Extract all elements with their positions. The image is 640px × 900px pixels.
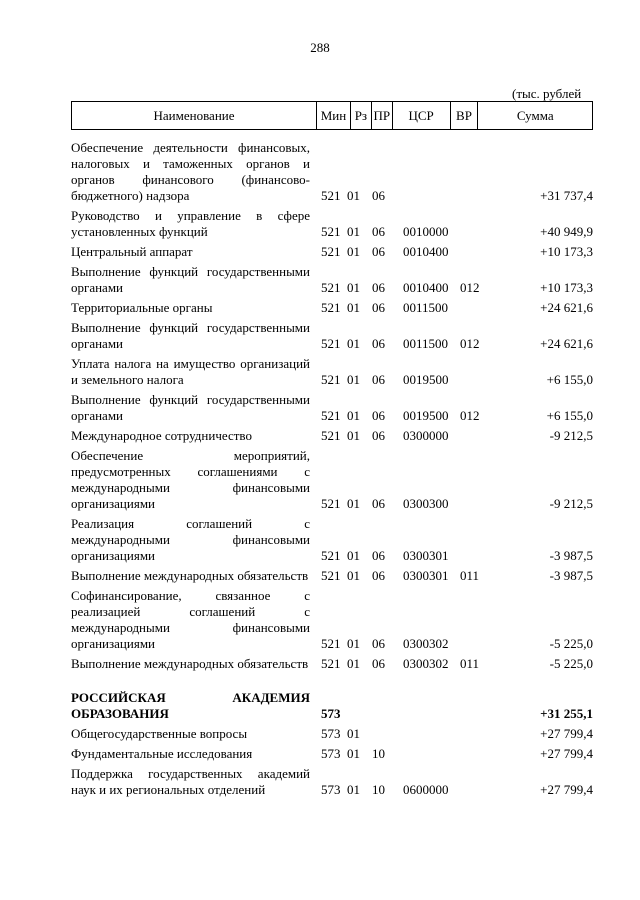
header-name: Наименование <box>153 107 235 123</box>
row-pr: 06 <box>372 636 385 651</box>
row-pr: 06 <box>372 280 385 295</box>
row-sum: +27 799,4 <box>540 782 593 797</box>
row-rz: 01 <box>347 372 360 387</box>
table-row <box>71 448 593 512</box>
row-name: Центральный аппарат <box>71 244 193 259</box>
row-name: Софинансирование, связанное с реализацией соглашений с международными финансовыми организациями <box>71 588 310 651</box>
table-row <box>71 516 593 564</box>
row-rz: 01 <box>347 300 360 315</box>
row-min: 521 <box>321 244 341 259</box>
table-header <box>71 101 593 130</box>
table-row <box>71 320 593 352</box>
row-min: 521 <box>321 428 341 443</box>
row-csr: 0010400 <box>403 280 449 295</box>
row-csr: 0019500 <box>403 372 449 387</box>
row-csr: 0300302 <box>403 656 449 671</box>
row-csr: 0300301 <box>403 568 449 583</box>
row-csr: 0019500 <box>403 408 449 423</box>
row-sum: -3 987,5 <box>549 568 593 583</box>
row-sum: +27 799,4 <box>540 726 593 741</box>
row-csr: 0300300 <box>403 496 449 511</box>
row-csr: 0010400 <box>403 244 449 259</box>
row-pr: 06 <box>372 300 385 315</box>
row-min: 521 <box>321 408 341 423</box>
row-name: Выполнение функций государственными органами <box>71 320 310 351</box>
row-sum: +24 621,6 <box>540 300 593 315</box>
row-csr: 0600000 <box>403 782 449 797</box>
row-pr: 06 <box>372 336 385 351</box>
table-row <box>71 766 593 798</box>
row-min: 521 <box>321 224 341 239</box>
row-sum: +10 173,3 <box>540 280 593 295</box>
row-pr: 10 <box>372 782 385 797</box>
row-sum: -9 212,5 <box>549 496 593 511</box>
row-name: Реализация соглашений с международными финансовыми организациями <box>71 516 310 563</box>
row-rz: 01 <box>347 188 360 203</box>
row-sum: +6 155,0 <box>546 408 593 423</box>
row-sum: -5 225,0 <box>549 636 593 651</box>
header-rz: Рз <box>350 102 371 129</box>
row-min: 521 <box>321 372 341 387</box>
row-vr: 011 <box>460 568 480 583</box>
row-rz: 01 <box>347 280 360 295</box>
row-min: 521 <box>321 496 341 511</box>
row-sum: +27 799,4 <box>540 746 593 761</box>
row-pr: 06 <box>372 224 385 239</box>
row-csr: 0010000 <box>403 224 449 239</box>
table-row <box>71 568 593 584</box>
row-csr: 0011500 <box>403 336 449 351</box>
row-pr: 06 <box>372 496 385 511</box>
row-sum: +10 173,3 <box>540 244 593 259</box>
row-name: РОССИЙСКАЯ АКАДЕМИЯ ОБРАЗОВАНИЯ <box>71 690 310 721</box>
table-body <box>71 140 593 802</box>
row-min: 521 <box>321 188 341 203</box>
row-min: 521 <box>321 280 341 295</box>
row-rz: 01 <box>347 726 360 741</box>
header-pr: ПР <box>371 102 392 129</box>
row-min: 521 <box>321 336 341 351</box>
row-name: Поддержка государственных академий наук и их региональных отделений <box>71 766 310 797</box>
row-vr: 012 <box>460 336 480 351</box>
row-name: Территориальные органы <box>71 300 213 315</box>
row-csr: 0011500 <box>403 300 449 315</box>
row-sum: +31 737,4 <box>540 188 593 203</box>
row-min: 521 <box>321 636 341 651</box>
table-row <box>71 356 593 388</box>
row-min: 573 <box>321 782 341 797</box>
row-pr: 06 <box>372 372 385 387</box>
table-row <box>71 428 593 444</box>
row-rz: 01 <box>347 428 360 443</box>
row-pr: 06 <box>372 568 385 583</box>
row-pr: 06 <box>372 428 385 443</box>
row-pr: 06 <box>372 244 385 259</box>
row-min: 573 <box>321 746 341 761</box>
units-label: (тыс. рублей <box>512 86 582 101</box>
row-rz: 01 <box>347 496 360 511</box>
row-vr: 011 <box>460 656 480 671</box>
table-row <box>71 244 593 260</box>
row-vr: 012 <box>460 280 480 295</box>
row-sum: -5 225,0 <box>549 656 593 671</box>
row-csr: 0300301 <box>403 548 449 563</box>
row-rz: 01 <box>347 336 360 351</box>
table-row <box>71 690 593 722</box>
row-min: 521 <box>321 568 341 583</box>
header-min: Мин <box>316 102 350 129</box>
row-rz: 01 <box>347 568 360 583</box>
row-pr: 06 <box>372 656 385 671</box>
row-rz: 01 <box>347 656 360 671</box>
row-name: Выполнение международных обязательств <box>71 568 309 583</box>
table-row <box>71 140 593 204</box>
row-name: Выполнение функций государственными органами <box>71 264 310 295</box>
table-row <box>71 656 593 672</box>
row-sum: +40 949,9 <box>540 224 593 239</box>
row-min: 521 <box>321 656 341 671</box>
row-sum: -3 987,5 <box>549 548 593 563</box>
section-gap <box>71 676 593 690</box>
row-sum: +31 255,1 <box>540 706 593 721</box>
row-min: 521 <box>321 548 341 563</box>
row-rz: 01 <box>347 408 360 423</box>
table-row <box>71 392 593 424</box>
row-name: Фундаментальные исследования <box>71 746 253 761</box>
header-vr: ВР <box>450 102 478 129</box>
row-pr: 06 <box>372 408 385 423</box>
row-rz: 01 <box>347 782 360 797</box>
row-name: Руководство и управление в сфере установленных функций <box>71 208 310 239</box>
row-min: 573 <box>321 706 341 721</box>
row-rz: 01 <box>347 746 360 761</box>
row-name: Общегосударственные вопросы <box>71 726 248 741</box>
header-sum: Сумма <box>477 102 592 129</box>
row-csr: 0300302 <box>403 636 449 651</box>
row-rz: 01 <box>347 244 360 259</box>
row-pr: 06 <box>372 188 385 203</box>
row-sum: +24 621,6 <box>540 336 593 351</box>
row-min: 573 <box>321 726 341 741</box>
row-rz: 01 <box>347 224 360 239</box>
table-row <box>71 264 593 296</box>
row-sum: +6 155,0 <box>546 372 593 387</box>
row-rz: 01 <box>347 636 360 651</box>
row-name: Международное сотрудничество <box>71 428 252 443</box>
row-name: Выполнение международных обязательств <box>71 656 309 671</box>
row-min: 521 <box>321 300 341 315</box>
row-rz: 01 <box>347 548 360 563</box>
row-name: Обеспечение деятельности финансовых, налоговых и таможенных органов и органов финансового (финансово-бюджетного) надзора <box>71 140 310 203</box>
row-name: Выполнение функций государственными органами <box>71 392 310 423</box>
table-row <box>71 746 593 762</box>
row-pr: 06 <box>372 548 385 563</box>
table-row <box>71 208 593 240</box>
row-sum: -9 212,5 <box>549 428 593 443</box>
header-csr: ЦСР <box>392 102 450 129</box>
row-pr: 10 <box>372 746 385 761</box>
table-row <box>71 726 593 742</box>
row-csr: 0300000 <box>403 428 449 443</box>
row-vr: 012 <box>460 408 480 423</box>
row-name: Уплата налога на имущество организаций и земельного налога <box>71 356 310 387</box>
table-row <box>71 300 593 316</box>
page-number: 288 <box>310 40 330 55</box>
row-name: Обеспечение мероприятий, предусмотренных соглашениями с международными финансовыми организациями <box>71 448 310 511</box>
table-row <box>71 588 593 652</box>
